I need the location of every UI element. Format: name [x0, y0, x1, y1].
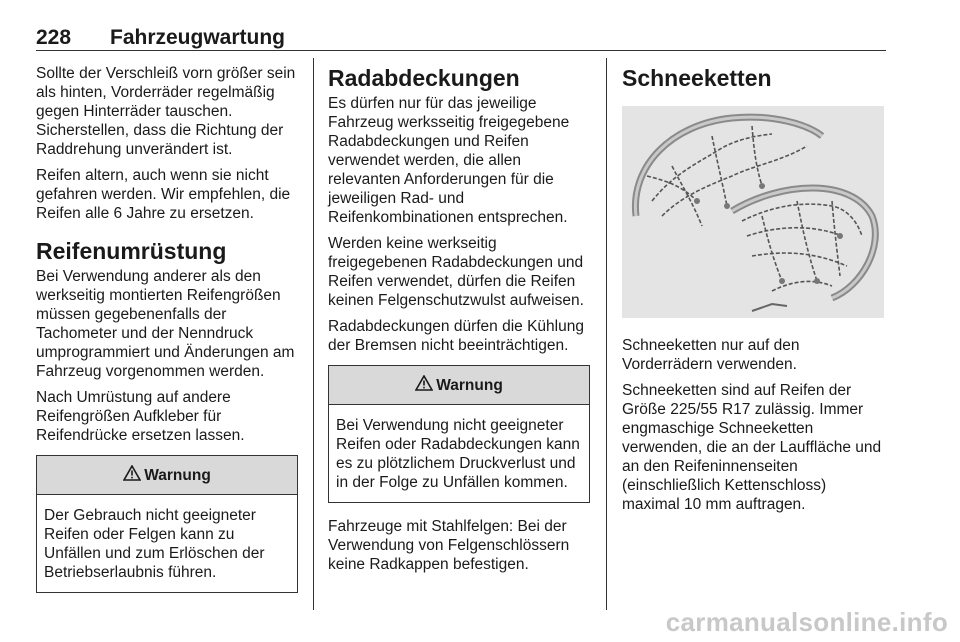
paragraph: Bei Verwendung anderer als den werkseitig montierten Reifengrößen müssen gegebenenfalls der Tachometer und der Nenndruck umprogrammiert und Änderungen am Fahrzeug vorgenommen werden.	[36, 268, 295, 380]
paragraph: Werden keine werkseitig freigegebenen Radabdeckungen und Reifen verwendet, dürfen die Reifen keinen Felgenschutzwulst aufweisen.	[328, 235, 584, 309]
page-header	[36, 26, 886, 52]
warning-header	[37, 456, 297, 495]
column-3	[622, 64, 886, 521]
warning-box	[328, 365, 590, 503]
column-divider-2	[606, 58, 607, 610]
snow-chains-illustration	[622, 106, 884, 318]
chapter-title: Fahrzeugwartung	[110, 26, 286, 49]
paragraph: Es dürfen nur für das jeweilige Fahrzeug werksseitig freigegebene Radabdeckungen und Reifen verwendet werden, die allen relevanten Anforderungen für die jeweiligen Rad- und Reifenkombinationen entsprechen.	[328, 95, 570, 226]
section-heading: Schneeketten	[622, 65, 772, 91]
paragraph: Reifen altern, auch wenn sie nicht gefahren werden. Wir empfehlen, die Reifen alle 6 Jahre zu ersetzen.	[36, 167, 291, 222]
warning-title: Warnung	[436, 376, 503, 394]
warning-title: Warnung	[144, 466, 211, 484]
warning-text: Der Gebrauch nicht geeigneter Reifen oder Felgen kann zu Unfällen und zum Erlöschen der Betriebserlaubnis führen.	[44, 507, 265, 581]
paragraph: Nach Umrüstung auf andere Reifengrößen Aufkleber für Reifendrücke ersetzen lassen.	[36, 389, 245, 444]
section-heading: Radabdeckungen	[328, 65, 520, 91]
paragraph: Radabdeckungen dürfen die Kühlung der Bremsen nicht beeinträchtigen.	[328, 318, 584, 354]
paragraph: Schneeketten sind auf Reifen der Größe 225/55 R17 zulässig. Immer engmaschige Schneeketten verwenden, die an der Lauffläche und an den Reifeninnenseiten (einschließlich Kettenschloss) maximal 10 mm auftragen.	[622, 382, 882, 513]
column-divider-1	[313, 58, 314, 610]
warning-triangle-icon	[123, 465, 141, 486]
section-heading: Reifenumrüstung	[36, 238, 227, 264]
paragraph: Sollte der Verschleiß vorn größer sein als hinten, Vorderräder regelmäßig gegen Hinterräder tauschen. Sicherstellen, dass die Richtung der Raddrehung unverändert ist.	[36, 65, 296, 158]
page-number: 228	[36, 26, 72, 49]
warning-box	[36, 455, 298, 593]
column-2	[328, 64, 590, 581]
paragraph: Fahrzeuge mit Stahlfelgen: Bei der Verwendung von Felgenschlössern keine Radkappen befestigen.	[328, 518, 570, 573]
header-rule	[36, 50, 886, 51]
warning-text: Bei Verwendung nicht geeigneter Reifen oder Radabdeckungen kann es zu plötzlichem Druckverlust und in der Folge zu Unfällen kommen.	[336, 417, 580, 491]
warning-triangle-icon	[415, 375, 433, 396]
paragraph: Schneeketten nur auf den Vorderrädern verwenden.	[622, 337, 800, 373]
warning-header	[329, 366, 589, 405]
watermark: carmanualsonline.info	[665, 607, 948, 637]
column-1	[36, 64, 298, 593]
